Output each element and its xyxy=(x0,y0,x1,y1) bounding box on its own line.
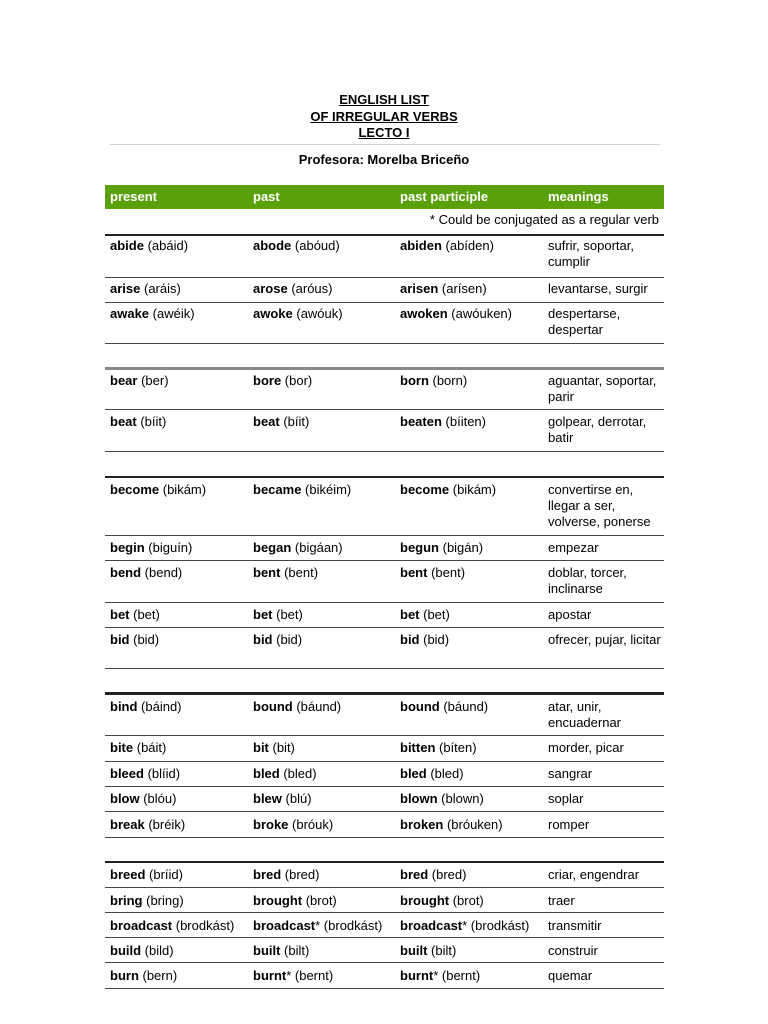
pronunciation: (bern) xyxy=(138,968,178,983)
group-divider xyxy=(105,476,664,478)
verb-form: became xyxy=(253,482,302,497)
pronunciation: (báund) xyxy=(292,699,342,714)
present-cell xyxy=(110,791,176,807)
present-cell xyxy=(110,414,166,430)
row-divider xyxy=(105,912,664,913)
pronunciation: (bled) xyxy=(426,766,464,781)
meaning-cell: ofrecer, pujar, licitar xyxy=(548,632,661,647)
past-participle-cell xyxy=(400,893,484,909)
pronunciation: (bor) xyxy=(281,373,313,388)
row-divider xyxy=(105,602,664,603)
verb-form: built xyxy=(253,943,281,958)
past-participle-cell xyxy=(400,565,465,581)
past-cell xyxy=(253,607,303,623)
verb-form: bit xyxy=(253,740,269,755)
verb-form: bred xyxy=(400,867,429,882)
row-divider xyxy=(105,786,664,787)
meaning-cell: despertarse, despertar xyxy=(548,306,621,337)
meaning-cell: criar, engendrar xyxy=(548,867,640,882)
verb-form: arise xyxy=(110,281,141,296)
past-participle-cell xyxy=(400,699,488,715)
present-cell xyxy=(110,540,192,556)
verb-form: bite xyxy=(110,740,134,755)
verb-form: bid xyxy=(110,632,130,647)
pronunciation: (awéik) xyxy=(149,306,195,321)
past-participle-cell xyxy=(400,540,483,556)
meaning-cell: construir xyxy=(548,943,598,958)
pronunciation: (aráis) xyxy=(140,281,181,296)
present-cell xyxy=(110,943,174,959)
verb-form: breed xyxy=(110,867,146,882)
present-cell xyxy=(110,968,177,984)
present-cell xyxy=(110,893,184,909)
pronunciation: (aróus) xyxy=(287,281,333,296)
verb-form: become xyxy=(110,482,160,497)
verb-form: blown xyxy=(400,791,438,806)
pronunciation: (bid) xyxy=(129,632,160,647)
verb-form: bound xyxy=(400,699,440,714)
verb-form: beat xyxy=(110,414,137,429)
past-participle-cell xyxy=(400,373,467,389)
pronunciation: (bred) xyxy=(281,867,320,882)
pronunciation: (bíten) xyxy=(435,740,477,755)
verb-form: blow xyxy=(110,791,140,806)
verb-form: broadcast xyxy=(253,918,316,933)
present-cell xyxy=(110,373,169,389)
pronunciation: (brot) xyxy=(302,893,337,908)
past-cell xyxy=(253,893,337,909)
row-divider xyxy=(105,962,664,963)
present-cell xyxy=(110,482,206,498)
row-divider xyxy=(105,837,664,838)
group-divider xyxy=(105,861,664,863)
verb-form: brought xyxy=(253,893,303,908)
pronunciation: (awóuken) xyxy=(447,306,512,321)
row-divider xyxy=(105,535,664,536)
pronunciation: (bid) xyxy=(272,632,303,647)
pronunciation: (bréik) xyxy=(144,817,186,832)
row-divider xyxy=(105,668,664,669)
meaning-cell: golpear, derrotar, batir xyxy=(548,414,647,445)
pronunciation: (báit) xyxy=(133,740,167,755)
pronunciation: (bróuken) xyxy=(443,817,503,832)
title-line-2: OF IRREGULAR VERBS xyxy=(310,108,458,124)
verb-form: blew xyxy=(253,791,282,806)
meaning-cell: aguantar, soportar, parir xyxy=(548,373,657,404)
verb-form: arose xyxy=(253,281,288,296)
verb-form: bring xyxy=(110,893,143,908)
past-participle-cell xyxy=(400,414,486,430)
pronunciation: (bíit) xyxy=(279,414,310,429)
verb-form: bid xyxy=(253,632,273,647)
verb-form: abiden xyxy=(400,238,442,253)
verb-form: beaten xyxy=(400,414,442,429)
verb-form: bitten xyxy=(400,740,436,755)
pronunciation: (bróuk) xyxy=(288,817,334,832)
pronunciation: (báund) xyxy=(439,699,489,714)
verb-form: bet xyxy=(253,607,273,622)
past-participle-cell xyxy=(400,867,466,883)
verb-form: brought xyxy=(400,893,450,908)
row-divider xyxy=(105,937,664,938)
present-cell xyxy=(110,607,160,623)
present-cell xyxy=(110,238,188,254)
row-divider xyxy=(105,302,664,303)
present-cell xyxy=(110,281,181,297)
past-cell xyxy=(253,565,318,581)
verb-form: break xyxy=(110,817,145,832)
verb-form: born xyxy=(400,373,429,388)
pronunciation: (abíden) xyxy=(441,238,494,253)
pronunciation: (blóu) xyxy=(139,791,177,806)
past-participle-cell xyxy=(400,791,484,807)
document-title xyxy=(0,92,768,142)
pronunciation: (bring) xyxy=(142,893,184,908)
past-cell xyxy=(253,414,309,430)
row-divider xyxy=(105,887,664,888)
pronunciation: (born) xyxy=(428,373,468,388)
pronunciation: (bled) xyxy=(279,766,317,781)
past-participle-cell xyxy=(400,482,496,498)
pronunciation: (bet) xyxy=(419,607,450,622)
meaning-cell: sufrir, soportar, cumplir xyxy=(548,238,634,269)
past-cell xyxy=(253,238,340,254)
pronunciation: (bit) xyxy=(268,740,295,755)
verb-form: awake xyxy=(110,306,150,321)
meaning-cell: convertirse en, llegar a ser, volverse, ponerse xyxy=(548,482,651,529)
past-cell xyxy=(253,867,319,883)
past-cell xyxy=(253,766,317,782)
pronunciation: (bred) xyxy=(428,867,467,882)
verb-form: broadcast xyxy=(110,918,173,933)
row-divider xyxy=(105,811,664,812)
meaning-cell: doblar, torcer, inclinarse xyxy=(548,565,627,596)
header-meanings: meanings xyxy=(548,189,609,204)
row-divider xyxy=(105,735,664,736)
title-line-1: ENGLISH LIST xyxy=(339,92,429,107)
past-participle-cell xyxy=(400,281,487,297)
verb-form: broken xyxy=(400,817,444,832)
meaning-cell: quemar xyxy=(548,968,593,983)
verb-form: broke xyxy=(253,817,289,832)
verb-form: began xyxy=(253,540,292,555)
verb-form: bound xyxy=(253,699,293,714)
pronunciation: (bet) xyxy=(129,607,160,622)
past-cell xyxy=(253,968,333,984)
verb-form: begun xyxy=(400,540,439,555)
row-divider xyxy=(105,409,664,410)
meaning-cell: empezar xyxy=(548,540,599,555)
meaning-cell: atar, unir, encuadernar xyxy=(548,699,621,730)
row-divider xyxy=(105,451,664,452)
pronunciation: (bigán) xyxy=(439,540,484,555)
row-divider xyxy=(105,277,664,278)
verb-form: broadcast xyxy=(400,918,463,933)
past-cell xyxy=(253,918,382,934)
verb-form: begin xyxy=(110,540,145,555)
past-cell xyxy=(253,306,343,322)
past-participle-cell xyxy=(400,306,512,322)
present-cell xyxy=(110,918,234,934)
pronunciation: (bigáan) xyxy=(291,540,343,555)
pronunciation: (bend) xyxy=(141,565,183,580)
pronunciation: (blown) xyxy=(437,791,484,806)
row-divider xyxy=(105,234,664,236)
verb-form: build xyxy=(110,943,142,958)
meaning-cell: soplar xyxy=(548,791,584,806)
pronunciation: (brot) xyxy=(449,893,484,908)
meaning-cell: romper xyxy=(548,817,590,832)
present-cell xyxy=(110,766,180,782)
pronunciation: * (brodkást) xyxy=(462,918,530,933)
verb-form: become xyxy=(400,482,450,497)
verb-form: bend xyxy=(110,565,142,580)
verb-form: bet xyxy=(400,607,420,622)
pronunciation: (bikám) xyxy=(159,482,207,497)
pronunciation: (abóud) xyxy=(291,238,340,253)
present-cell xyxy=(110,632,159,648)
meaning-cell: apostar xyxy=(548,607,592,622)
group-divider xyxy=(105,692,664,695)
pronunciation: (biguín) xyxy=(144,540,193,555)
verb-form: burnt xyxy=(400,968,434,983)
verb-form: burn xyxy=(110,968,139,983)
pronunciation: (ber) xyxy=(137,373,169,388)
pronunciation: (blíid) xyxy=(143,766,181,781)
verb-form: burnt xyxy=(253,968,287,983)
header-past: past xyxy=(253,189,280,204)
pronunciation: (bikám) xyxy=(449,482,497,497)
pronunciation: (bet) xyxy=(272,607,303,622)
past-participle-cell xyxy=(400,943,456,959)
regular-verb-note: * Could be conjugated as a regular verb xyxy=(429,212,659,227)
present-cell xyxy=(110,306,195,322)
past-cell xyxy=(253,791,312,807)
pronunciation: (bilt) xyxy=(427,943,457,958)
pronunciation: (bríid) xyxy=(145,867,183,882)
table-header xyxy=(105,185,664,209)
row-divider xyxy=(105,343,664,344)
header-present: present xyxy=(110,189,157,204)
past-cell xyxy=(253,740,295,756)
verb-form: abode xyxy=(253,238,292,253)
pronunciation: (báind) xyxy=(137,699,182,714)
pronunciation: * (bernt) xyxy=(286,968,334,983)
row-divider xyxy=(105,560,664,561)
verb-form: bent xyxy=(253,565,281,580)
verb-form: abide xyxy=(110,238,144,253)
verb-form: arisen xyxy=(400,281,439,296)
pronunciation: (awóuk) xyxy=(292,306,343,321)
past-participle-cell xyxy=(400,766,464,782)
pronunciation: (bid) xyxy=(419,632,450,647)
present-cell xyxy=(110,565,182,581)
teacher-name: Profesora: Morelba Briceño xyxy=(298,152,470,167)
past-cell xyxy=(253,699,341,715)
past-participle-cell xyxy=(400,968,480,984)
verb-form: bid xyxy=(400,632,420,647)
pronunciation: (brodkást) xyxy=(172,918,235,933)
past-cell xyxy=(253,373,312,389)
pronunciation: (bild) xyxy=(141,943,174,958)
past-participle-cell xyxy=(400,817,503,833)
meaning-cell: transmitir xyxy=(548,918,602,933)
verb-form: bore xyxy=(253,373,282,388)
verb-form: bent xyxy=(400,565,428,580)
present-cell xyxy=(110,740,166,756)
meaning-cell: sangrar xyxy=(548,766,593,781)
pronunciation: (bilt) xyxy=(280,943,310,958)
past-participle-cell xyxy=(400,632,449,648)
verb-form: beat xyxy=(253,414,280,429)
title-divider xyxy=(110,144,660,145)
verb-form: built xyxy=(400,943,428,958)
verb-form: bet xyxy=(110,607,130,622)
past-participle-cell xyxy=(400,740,477,756)
row-divider xyxy=(105,627,664,628)
pronunciation: (abáid) xyxy=(143,238,189,253)
verb-form: bled xyxy=(253,766,280,781)
present-cell xyxy=(110,817,185,833)
present-cell xyxy=(110,699,182,715)
group-divider xyxy=(105,367,664,370)
pronunciation: (blú) xyxy=(281,791,312,806)
past-cell xyxy=(253,281,333,297)
header-past-participle: past participle xyxy=(400,189,489,204)
past-cell xyxy=(253,540,343,556)
verb-form: bind xyxy=(110,699,138,714)
past-cell xyxy=(253,817,333,833)
title-line-3: LECTO I xyxy=(358,125,410,140)
past-participle-cell xyxy=(400,607,450,623)
meaning-cell: morder, picar xyxy=(548,740,624,755)
meaning-cell: levantarse, surgir xyxy=(548,281,648,296)
present-cell xyxy=(110,867,183,883)
pronunciation: * (brodkást) xyxy=(315,918,383,933)
past-participle-cell xyxy=(400,238,494,254)
pronunciation: (arísen) xyxy=(438,281,487,296)
row-divider xyxy=(105,988,664,989)
past-cell xyxy=(253,482,351,498)
verb-form: bear xyxy=(110,373,138,388)
meaning-cell: traer xyxy=(548,893,575,908)
past-cell xyxy=(253,943,309,959)
pronunciation: * (bernt) xyxy=(433,968,481,983)
pronunciation: (bíiten) xyxy=(441,414,486,429)
verb-form: bred xyxy=(253,867,282,882)
pronunciation: (bíit) xyxy=(136,414,167,429)
pronunciation: (bent) xyxy=(427,565,466,580)
pronunciation: (bikéim) xyxy=(301,482,352,497)
verb-form: bleed xyxy=(110,766,144,781)
pronunciation: (bent) xyxy=(280,565,319,580)
verb-form: awoken xyxy=(400,306,448,321)
verb-form: bled xyxy=(400,766,427,781)
past-cell xyxy=(253,632,302,648)
past-participle-cell xyxy=(400,918,529,934)
verb-form: awoke xyxy=(253,306,293,321)
row-divider xyxy=(105,761,664,762)
